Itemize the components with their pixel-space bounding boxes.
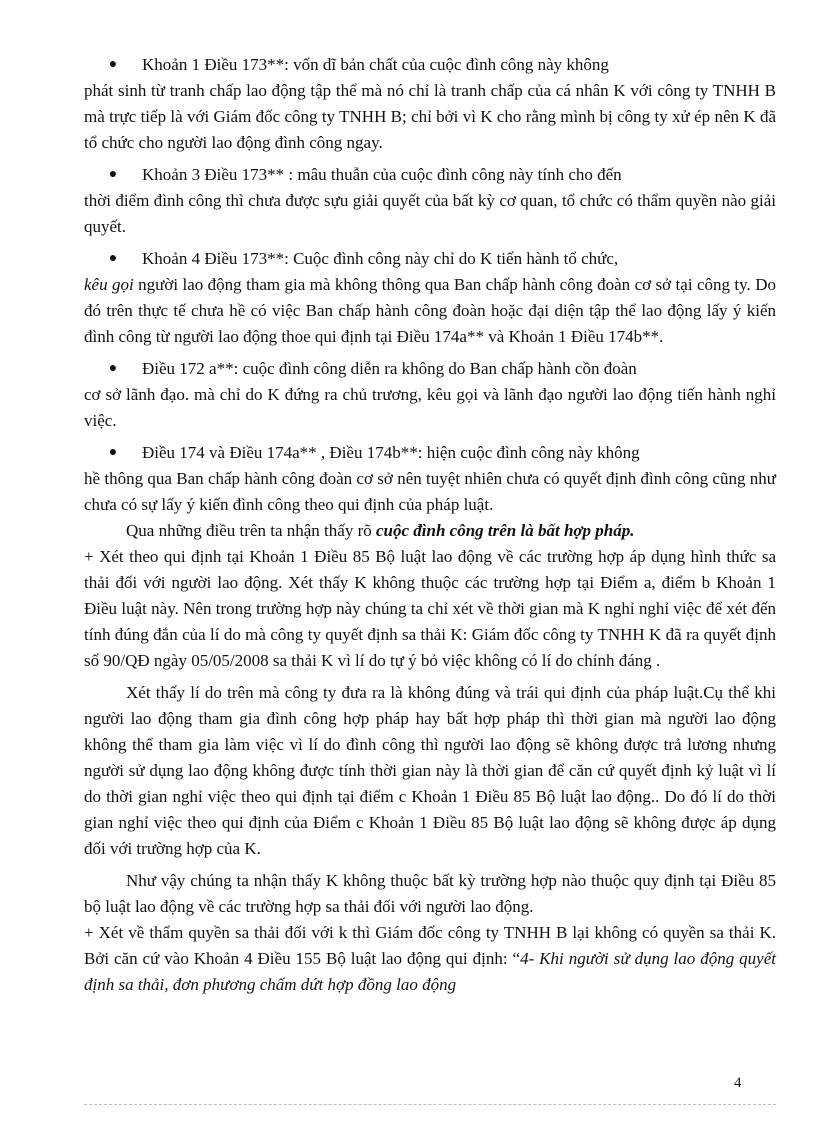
bullet-2-lead: Khoản 3 Điều 173** : mâu thuẫn của cuộc đình công này tính cho đến bbox=[142, 165, 622, 184]
bullet-item-4 bbox=[84, 356, 776, 382]
bullet-3-continuation bbox=[84, 272, 776, 350]
bullet-icon: ● bbox=[108, 445, 118, 460]
conclusion-paragraph bbox=[84, 518, 776, 544]
bullet-3-rest: người lao động tham gia mà không thông qua Ban chấp hành công đoàn cơ sở tại công ty. Do đó trên thực tế chưa hề có việc Ban chấp hành công đoàn hoặc đại diện tập thể lao động lấy ý kiến đình công từ người lao động thoe qui định tại Điều 174a** và Khoản 1 Điều 174b**. bbox=[84, 275, 776, 346]
bullet-1-continuation: phát sinh từ tranh chấp lao động tập thể mà nó chỉ là tranh chấp của cá nhân K với công ty TNHH B mà trực tiếp là với Giám đốc công ty TNHH B; chỉ bởi vì K cho rằng mình bị công ty xử ép nên K đã tổ chức cho người lao động đình công ngay. bbox=[84, 81, 776, 152]
conclusion-emphasis: cuộc đình công trên là bất hợp pháp. bbox=[375, 521, 635, 540]
bullet-icon: ● bbox=[108, 167, 118, 182]
bullet-icon: ● bbox=[108, 57, 118, 72]
bullet-3-italic: kêu gọi bbox=[84, 275, 134, 294]
bullet-icon: ● bbox=[108, 251, 118, 266]
plus-2-text: + Xét về thẩm quyền sa thải đối với k thì Giám đốc công ty TNHH B lại không có quyền sa thải K. Bởi căn cứ vào Khoản 4 Điều 155 Bộ luật lao động qui định: “ bbox=[84, 923, 776, 968]
paragraph-plus-2 bbox=[84, 920, 776, 998]
paragraph-nhu-vay: Như vậy chúng ta nhận thấy K không thuộc bất kỳ trường hợp nào thuộc quy định tại Điều 85 bộ luật lao động về các trường hợp sa thải đối với người lao động. bbox=[84, 871, 776, 916]
bullet-icon: ● bbox=[108, 361, 118, 376]
document-body bbox=[84, 52, 776, 998]
bullet-item-5 bbox=[84, 440, 776, 466]
plus-2-quote: 4- Khi người sử dụng lao động quyết định sa thải, đơn phương chấm dứt hợp đồng lao động bbox=[84, 949, 776, 994]
bullet-item-1 bbox=[84, 52, 776, 78]
conclusion-text: Qua những điều trên ta nhận thấy rõ bbox=[126, 521, 376, 540]
bullet-item-2 bbox=[84, 162, 776, 188]
bullet-3-lead: Khoản 4 Điều 173**: Cuộc đình công này chỉ do K tiến hành tổ chức, bbox=[142, 249, 619, 268]
paragraph-plus-1: + Xét theo qui định tại Khoản 1 Điều 85 Bộ luật lao động về các trường hợp áp dụng hình thức sa thải đối với người lao động. Xét thấy K không thuộc các trường hợp tại Điểm a, điểm b Khoản 1 Điều luật này. Nên trong trường hợp này chúng ta chỉ xét về thời gian mà K nghỉ nghỉ việc để xét đến tính đúng đắn của lí do mà công ty quyết định sa thải K: Giám đốc công ty TNHH K đã ra quyết định số 90/QĐ ngày 05/05/2008 sa thải K vì lí do tự ý bỏ việc không có lí do chính đáng . bbox=[84, 547, 776, 670]
bullet-4-lead: Điều 172 a**: cuộc đình công diễn ra không do Ban chấp hành cồn đoàn bbox=[142, 359, 637, 378]
bullet-4-continuation: cơ sở lãnh đạo. mà chỉ do K đứng ra chủ trương, kêu gọi và lãnh đạo người lao động tiến hành nghỉ việc. bbox=[84, 385, 776, 430]
footer-divider bbox=[84, 1104, 776, 1105]
bullet-item-3 bbox=[84, 246, 776, 272]
page-number: 4 bbox=[734, 1075, 742, 1091]
paragraph-xet-thay: Xét thấy lí do trên mà công ty đưa ra là không đúng và trái qui định của pháp luật.Cụ thể khi người lao động tham gia đình công hợp pháp hay bất hợp pháp thì thời gian mà người lao động không thể tham gia làm việc vì lí do đình công thì người lao động sẽ không được trả lương nhưng người sử dụng lao động không được tính thời gian này là thời gian để căn cứ quyết định kỷ luật vì lí do thời gian nghỉ việc theo qui định tại điểm c Khoản 1 Điều 85 Bộ luật lao động.. Do đó lí do thời gian nghỉ việc theo qui định của Điểm c Khoản 1 Điều 85 Bộ luật lao động sẽ không được áp dụng đối với trường hợp của K. bbox=[84, 683, 776, 858]
bullet-5-continuation: hề thông qua Ban chấp hành công đoàn cơ sở nên tuyệt nhiên chưa có quyết định đình công cũng như chưa có sự lấy ý kiến đình công theo qui định của pháp luật. bbox=[84, 469, 776, 514]
bullet-5-lead: Điều 174 và Điều 174a** , Điều 174b**: hiện cuộc đình công này không bbox=[142, 443, 640, 462]
bullet-2-continuation: thời điểm đình công thì chưa được sựu giải quyết của bất kỳ cơ quan, tổ chức có thẩm quyền nào giải quyết. bbox=[84, 191, 776, 236]
bullet-1-lead: Khoản 1 Điều 173**: vốn dĩ bản chất của cuộc đình công này không bbox=[142, 55, 609, 74]
